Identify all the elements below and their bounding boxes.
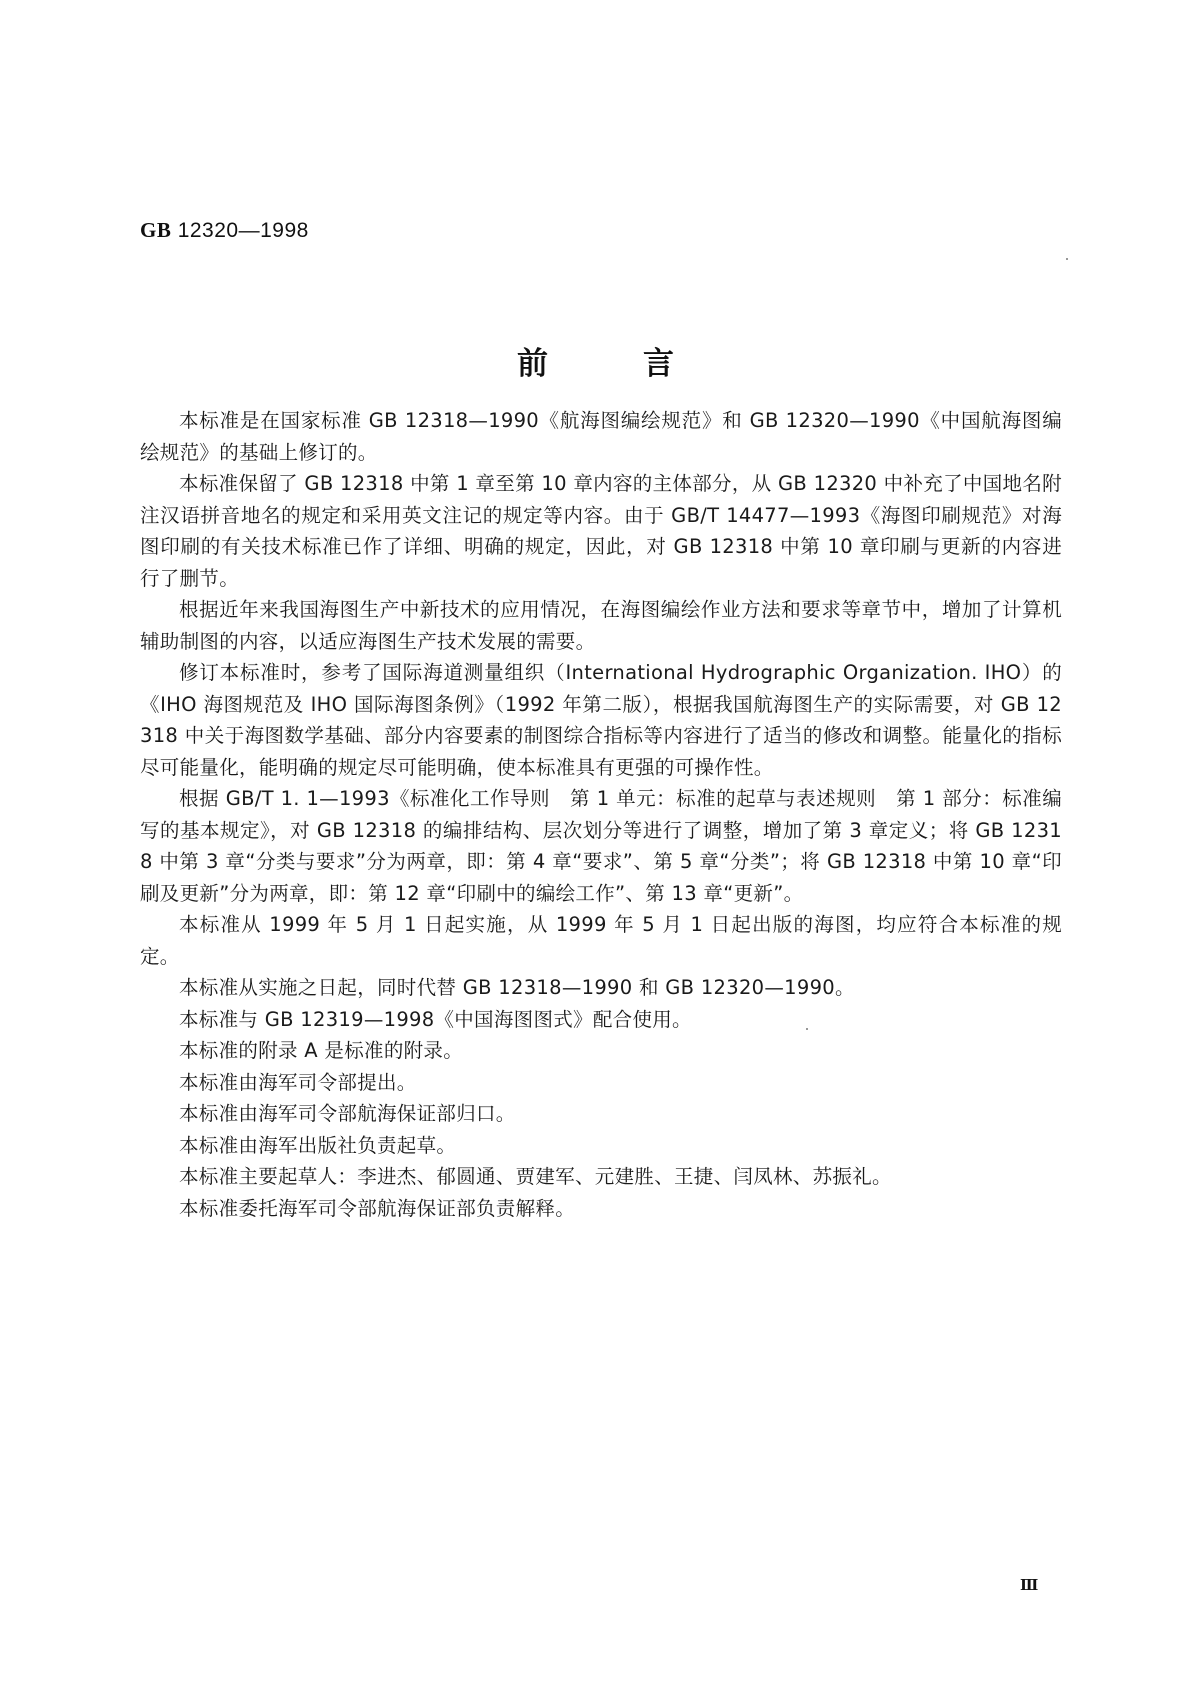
paragraph: 本标准主要起草人：李进杰、郁圆通、贾建军、元建胜、王捷、闫凤林、苏振礼。 [179, 1165, 892, 1188]
scan-speck [1066, 258, 1068, 260]
paragraph: 根据 GB/T 1. 1—1993《标准化工作导则 第 1 单元：标准的起草与表述规则 第 1 部分：标准编写的基本规定》，对 GB 12318 的编排结构、层次划分等进行了调整，增加了第 3 章定义；将 GB 12318 中第 3 章“分类与要求”分为两章，即：第 4 章“要求”、第 5 章“分类”；将 GB 12318 中第 10 章“印刷及更新”分为两章，即：第 12 章“印刷中的编绘工作”、第 13 章“更新”。 [140, 787, 1062, 905]
paragraph: 根据近年来我国海图生产中新技术的应用情况，在海图编绘作业方法和要求等章节中，增加了计算机辅助制图的内容，以适应海图生产技术发展的需要。 [140, 598, 1062, 653]
page-title: 前言 [517, 346, 769, 382]
paragraph: 本标准的附录 A 是标准的附录。 [179, 1039, 464, 1062]
paragraph: 本标准由海军司令部航海保证部归口。 [179, 1102, 516, 1125]
paragraph: 本标准由海军司令部提出。 [179, 1070, 417, 1094]
scan-speck [806, 1028, 808, 1030]
paragraph: 本标准从 1999 年 5 月 1 日起实施，从 1999 年 5 月 1 日起出版的海图，均应符合本标准的规定。 [140, 913, 1062, 968]
paragraph: 修订本标准时，参考了国际海道测量组织（International Hydrographic Organization. IHO）的《IHO 海图规范及 IHO 国际海图条例》（1992 年第二版），根据我国航海图生产的实际需要，对 GB 12318 中关于海图数学基础、部分内容要素的制图综合指标等内容进行了适当的修改和调整。能量化的指标尽可能量化，能明确的规定尽可能明确，使本标准具有更强的可操作性。 [140, 661, 1062, 779]
standard-code: 12320—1998 [177, 219, 309, 242]
paragraph: 本标准是在国家标准 GB 12318—1990《航海图编绘规范》和 GB 12320—1990《中国航海图编绘规范》的基础上修订的。 [140, 409, 1062, 464]
foreword-body [140, 405, 1062, 1224]
paragraph: 本标准从实施之日起，同时代替 GB 12318—1990 和 GB 12320—1990。 [179, 976, 855, 999]
paragraph: 本标准保留了 GB 12318 中第 1 章至第 10 章内容的主体部分，从 GB 12320 中补充了中国地名附注汉语拼音地名的规定和采用英文注记的规定等内容。由于 GB/T 14477—1993《海图印刷规范》对海图印刷的有关技术标准已作了详细、明确的规定，因此，对 GB 12318 中第 10 章印刷与更新的内容进行了删节。 [140, 472, 1062, 590]
paragraph: 本标准与 GB 12319—1998《中国海图图式》配合使用。 [179, 1007, 692, 1031]
page-number: Ⅲ [1020, 1578, 1039, 1594]
paragraph: 本标准由海军出版社负责起草。 [179, 1133, 457, 1157]
standard-number [140, 218, 309, 243]
standard-prefix: GB [140, 218, 172, 242]
paragraph: 本标准委托海军司令部航海保证部负责解释。 [179, 1196, 576, 1220]
